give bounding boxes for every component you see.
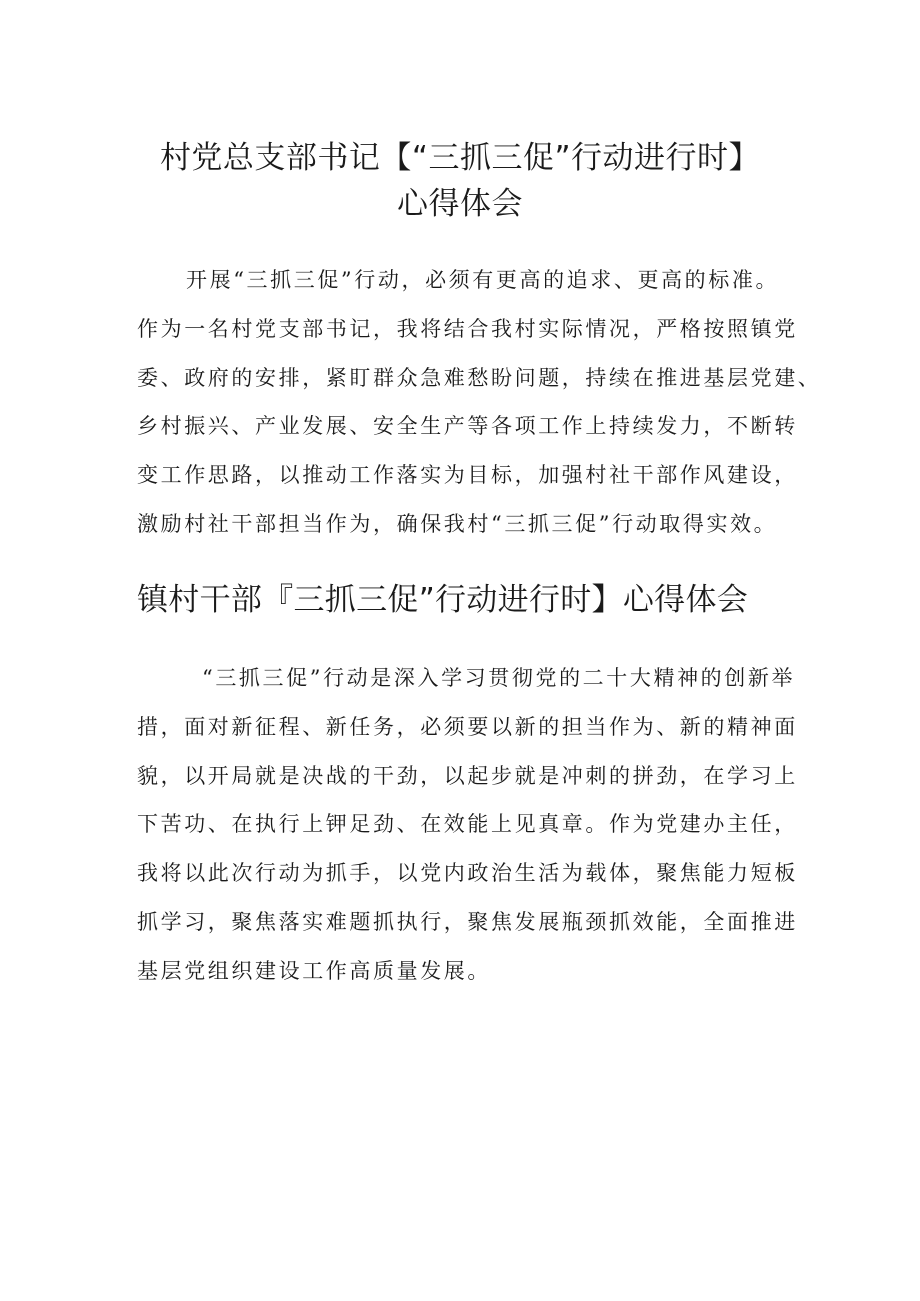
paragraph-line: 我将以此次行动为抓手，以党内政治生活为载体，聚焦能力短板 (137, 861, 798, 886)
paragraph-line: 作为一名村党支部书记，我将结合我村实际情况，严格按照镇党 (137, 316, 798, 341)
paragraph-line: 开展“三抓三促”行动，必须有更高的追求、更高的标准。 (186, 268, 780, 292)
section2-paragraph (137, 654, 817, 996)
section1-title-line1: 村党总支部书记【“三抓三促”行动进行时】 (159, 140, 761, 176)
paragraph-line: 措，面对新征程、新任务，必须要以新的担当作为、新的精神面 (137, 714, 798, 739)
paragraph-line: 乡村振兴、产业发展、安全生产等各项工作上持续发力，不断转 (137, 414, 798, 439)
paragraph-line: 委、政府的安排，紧盯群众急难愁盼问题，持续在推进基层党建、 (137, 365, 822, 390)
section2-title: 镇村干部『三抓三促”行动进行时】心得体会 (137, 582, 749, 618)
paragraph-line: 基层党组织建设工作高质量发展。 (137, 958, 491, 983)
paragraph-line: 貌，以开局就是决战的干劲，以起步就是冲刺的拼劲，在学习上 (137, 763, 798, 788)
paragraph-line: 变工作思路，以推动工作落实为目标，加强村社干部作风建设， (137, 463, 798, 488)
paragraph-line: 下苦功、在执行上钾足劲、在效能上见真章。作为党建办主任， (137, 812, 798, 837)
paragraph-line: “三抓三促”行动是深入学习贯彻党的二十大精神的创新举 (202, 666, 796, 690)
paragraph-line: 抓学习，聚焦落实难题抓执行，聚焦发展瓶颈抓效能，全面推进 (137, 909, 798, 934)
section1-title-line2: 心得体会 (397, 186, 523, 222)
paragraph-line: 激励村社干部担当作为，确保我村“三抓三促”行动取得实效。 (137, 511, 778, 536)
section1-paragraph (137, 256, 822, 549)
section1-title (100, 136, 820, 226)
